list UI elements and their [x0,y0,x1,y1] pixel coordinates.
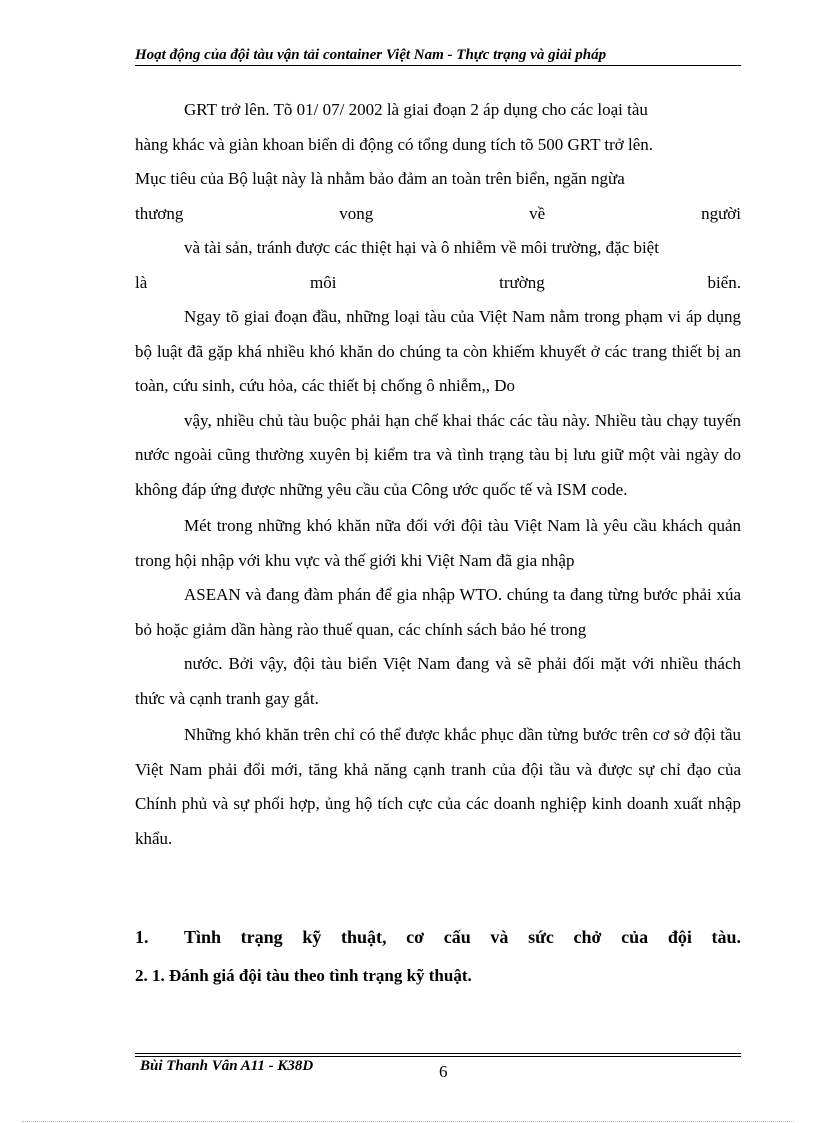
paragraph-5: Mét trong những khó khăn nữa đối với đội tàu Việt Nam là yêu cầu khách quản trong hội nhập với khu vực và thế giới khi Việt Nam đã gia nhập [135,516,741,570]
word: người [701,203,741,223]
word: trường [499,272,545,292]
body-text [135,93,741,856]
section-number: 1. [135,927,149,947]
paragraph-3: Ngay tõ giai đoạn đầu, những loại tàu của Việt Nam nằm trong phạm vi áp dụng bộ luật đã gặp khá nhiều khó khăn do chúng ta còn khiếm khuyết ở các trang thiết bị an toàn, cứu sinh, cứu hỏa, các thiết bị chống ô nhiễm,, Do [135,307,741,395]
page-edge-dots [22,1121,794,1122]
paragraph-1-line-3: Mục tiêu của Bộ luật này là nhằm bảo đảm an toàn trên biển, ngăn ngừa [135,169,625,188]
running-header: Hoạt động của đội tàu vận tải container Việt Nam - Thực trạng và giải pháp [135,47,607,63]
paragraph-7: nước. Bởi vậy, đội tàu biển Việt Nam đang và sẽ phải đối mặt với nhiều thách thức và cạnh tranh gay gắt. [135,654,741,708]
footer-rule-double [135,1056,741,1057]
paragraph-8: Những khó khăn trên chỉ có thể được khắc phục dần từng bước trên cơ sở đội tầu Việt Nam phải đổi mới, tăng khả năng cạnh tranh của đội tầu và được sự chỉ đạo của Chính phủ và sự phối hợp, ủng hộ tích cực của các doanh nghiệp kinh doanh xuất nhập khẩu. [135,725,741,848]
word: biển. [707,272,741,292]
paragraph-2-line-1: và tài sản, tránh được các thiệt hại và ô nhiễm về môi trường, đặc biệt [184,238,659,257]
word: môi [309,272,337,292]
paragraph-1-line-2: hàng khác và giàn khoan biển di động có tổng dung tích tõ 500 GRT trở lên. [135,134,654,154]
header-rule [135,65,741,66]
word: về [529,203,546,223]
paragraph-1-line-4 [135,197,741,232]
footer-rule [135,1053,741,1054]
paragraph-6: ASEAN và đang đàm phán để gia nhập WTO. chúng ta đang từng bước phải xúa bỏ hoặc giảm dần hàng rào thuế quan, các chính sách bảo hé trong [135,585,741,639]
subsection-heading: 2. 1. Đánh giá đội tàu theo tình trạng kỹ thuật. [135,966,472,985]
section-title: Tình trạng kỹ thuật, cơ cấu và sức chở của đội tàu. [184,927,741,947]
paragraph-2-line-2 [135,266,741,301]
word: là [135,272,148,292]
word: vong [339,203,374,223]
footer-author: Bùi Thanh Vân A11 - K38D [140,1058,314,1074]
paragraph-1-line-1: GRT trở lên. Tõ 01/ 07/ 2002 là giai đoạn 2 áp dụng cho các loại tàu [184,100,648,119]
page-number: 6 [439,1062,448,1081]
word: thương [135,203,184,223]
section-heading [135,927,741,948]
paragraph-4: vậy, nhiều chủ tàu buộc phải hạn chế khai thác các tàu này. Nhiều tàu chạy tuyến nước ngoài cũng thường xuyên bị kiểm tra và tình trạng tàu bị lưu giữ một vài ngày do không đáp ứng được những yêu cầu của Công ước quốc tế và ISM code. [135,410,741,499]
